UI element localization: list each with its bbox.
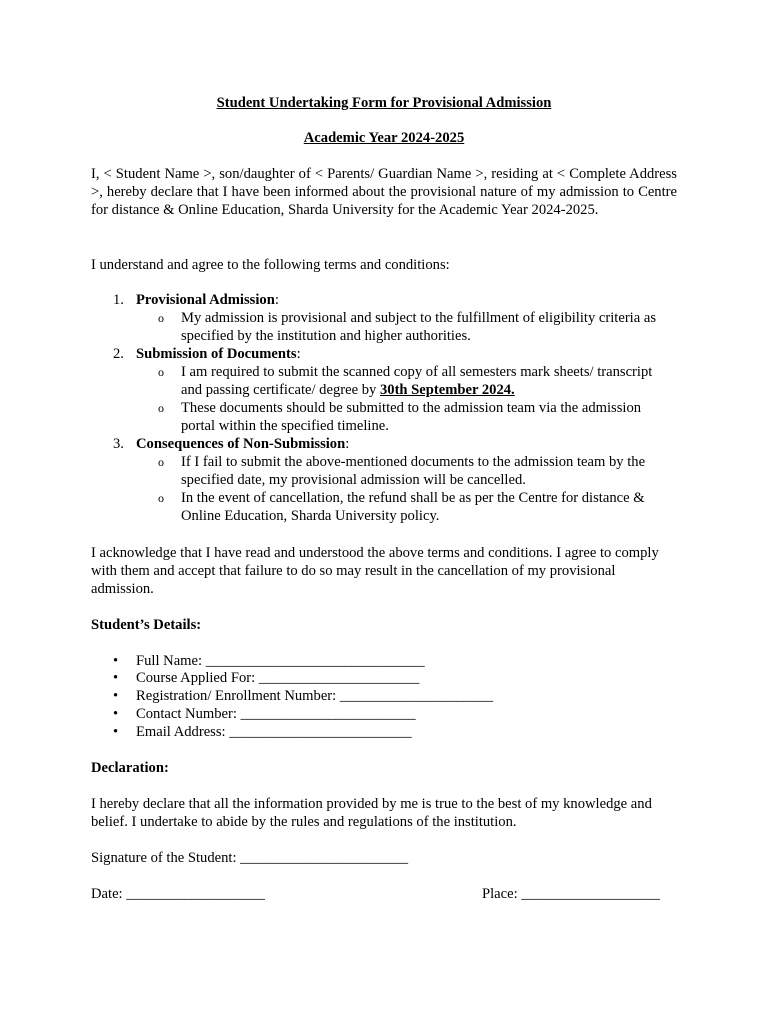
field-label: Full Name: ______________________________ — [136, 653, 425, 669]
bullet-marker: • — [113, 670, 119, 686]
term-number: 1. — [113, 292, 124, 308]
bullet-marker: • — [113, 688, 119, 704]
term-point-text: These documents should be submitted to the admission team via the admission portal within the specified timeline. — [181, 400, 642, 434]
date-line: Date: ___________________ — [91, 886, 265, 902]
field-label: Contact Number: ________________________ — [136, 706, 416, 722]
term-heading: Provisional Admission — [136, 292, 275, 308]
field-label: Registration/ Enrollment Number: _____________________ — [136, 688, 494, 704]
term-point-text: If I fail to submit the above-mentioned documents to the admission team by the specified date, my provisional admission will be cancelled. — [181, 454, 646, 488]
bullet-marker: • — [113, 724, 119, 740]
place-line: Place: ___________________ — [482, 886, 660, 902]
acknowledgement-paragraph: I acknowledge that I have read and understood the above terms and conditions. I agree to comply with them and accept that failure to do so may result in the cancellation of my provisional admission. — [91, 545, 659, 597]
sub-bullet-marker: o — [158, 365, 164, 379]
term-point-text: My admission is provisional and subject to the fulfillment of eligibility criteria as specified by the institution and higher authorities. — [181, 310, 657, 344]
term-point-text: In the event of cancellation, the refund shall be as per the Centre for distance & Online Education, Sharda University policy. — [181, 490, 645, 524]
term-colon: : — [345, 436, 350, 452]
bullet-marker: • — [113, 706, 119, 722]
sub-bullet-marker: o — [158, 311, 164, 325]
declaration-heading: Declaration: — [91, 760, 169, 776]
signature-line: Signature of the Student: _______________________ — [91, 850, 408, 866]
term-colon: : — [274, 292, 279, 308]
term-number: 2. — [113, 346, 124, 362]
term-point-text: I am required to submit the scanned copy of all semesters mark sheets/ transcript and passing certificate/ degree by — [181, 364, 653, 398]
bullet-marker: • — [113, 653, 119, 669]
term-colon: : — [296, 346, 301, 362]
term-heading: Consequences of Non-Submission — [136, 436, 346, 452]
intro-paragraph: I, < Student Name >, son/daughter of < Parents/ Guardian Name >, residing at < Complete Address >, hereby declare that I have been informed about the provisional nature of my admission to Centre for distance & Online Education, Sharda University for the Academic Year 2024-2025. — [91, 166, 677, 218]
form-title: Student Undertaking Form for Provisional Admission — [216, 95, 552, 111]
field-label: Email Address: _________________________ — [136, 724, 412, 740]
student-details-heading: Student’s Details: — [91, 617, 202, 633]
term-number: 3. — [113, 436, 124, 452]
term-heading: Submission of Documents — [136, 346, 297, 362]
sub-bullet-marker: o — [158, 401, 164, 415]
submission-deadline: 30th September 2024. — [379, 382, 515, 398]
academic-year-heading: Academic Year 2024-2025 — [303, 130, 465, 146]
field-label: Course Applied For: ______________________ — [136, 670, 420, 686]
terms-intro: I understand and agree to the following terms and conditions: — [91, 257, 450, 273]
declaration-paragraph: I hereby declare that all the information provided by me is true to the best of my knowledge and belief. I undertake to abide by the rules and regulations of the institution. — [91, 796, 652, 830]
sub-bullet-marker: o — [158, 491, 164, 505]
sub-bullet-marker: o — [158, 455, 164, 469]
